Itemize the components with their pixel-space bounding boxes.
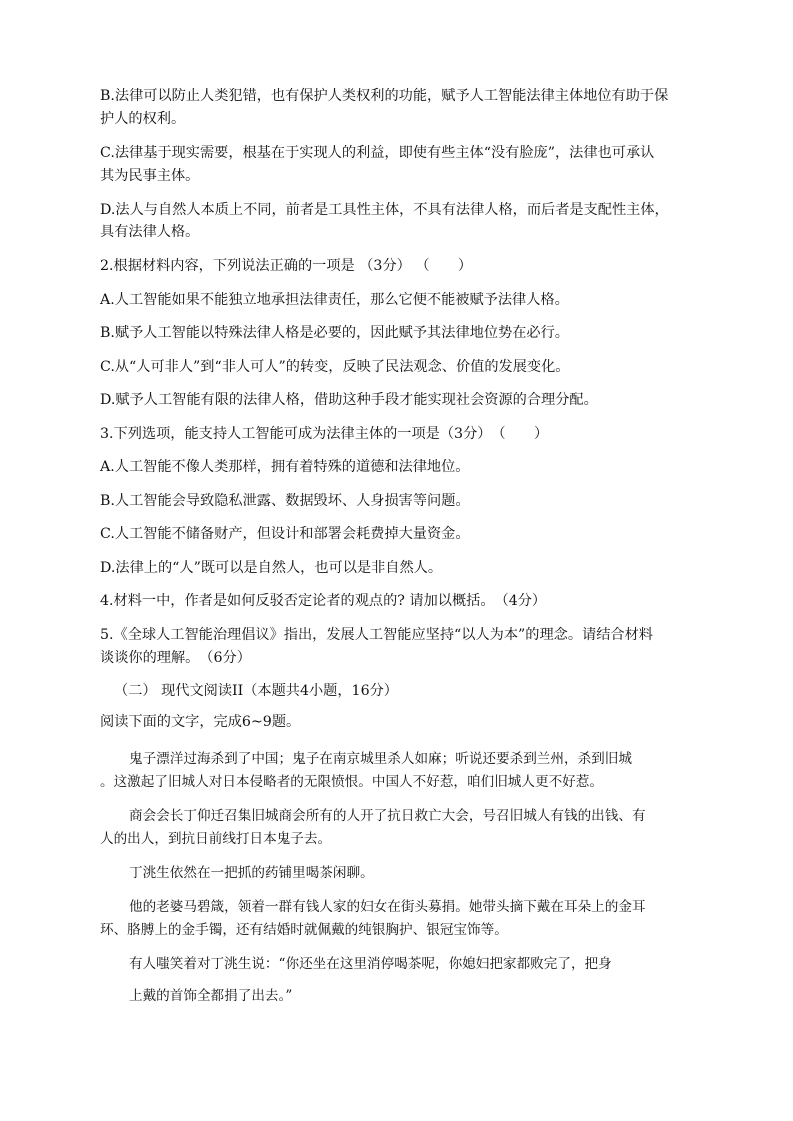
q2-option-a: A.人工智能如果不能独立地承担法律责任，那么它便不能被赋予法律人格。	[100, 292, 569, 308]
question-5-line-2: 谈谈你的理解。 （6分）	[100, 650, 251, 666]
q3-option-c: C.人工智能不储备财产，但设计和部署会耗费掉大量资金。	[100, 526, 470, 542]
option-d-line-1: D.法人与自然人本质上不同，前者是工具性主体，不具有法律人格，而后者是支配性主体，	[100, 202, 669, 218]
question-5-line-1: 5.《全球人工智能治理倡议》指出，发展人工智能应坚持“以人为本”的理念。请结合材料	[100, 627, 653, 643]
passage-paragraph-4-line-2: 环、胳膊上的金手镯，还有结婚时就佩戴的纯银胸护、银冠宝饰等。	[100, 922, 508, 938]
passage-paragraph-1-line-2: 。这激起了旧城人对日本侵略者的无限愤恨。中国人不好惹，咱们旧城人更不好惹。	[100, 774, 603, 790]
question-3: 3.下列选项，能支持人工智能可成为法律主体的一项是（3分） （ ）	[100, 426, 549, 442]
passage-paragraph-2-line-1: 商会会长丁仰迁召集旧城商会所有的人开了抗日救亡大会，号召旧城人有钱的出钱、有	[129, 808, 646, 824]
q2-option-d: D.赋予人工智能有限的法律人格，借助这种手段才能实现社会资源的合理分配。	[100, 392, 598, 408]
option-c-line-1: C.法律基于现实需要，根基在于实现人的利益，即使有些主体“没有脸庞”，法律也可承认	[100, 145, 655, 161]
question-4: 4.材料一中，作者是如何反驳否定论者的观点的? 请加以概括。 （4分）	[100, 593, 547, 609]
q2-option-c: C.从“人可非人”到“非人可人”的转变，反映了民法观念、价值的发展变化。	[100, 359, 570, 375]
option-b-line-1: B.法律可以防止人类犯错，也有保护人类权利的功能，赋予人工智能法律主体地位有助于保	[100, 88, 669, 104]
passage-paragraph-4-line-1: 他的老婆马碧箴，领着一群有钱人家的妇女在街头募捐。她带头摘下戴在耳朵上的金耳	[129, 899, 646, 915]
passage-paragraph-3: 丁洮生依然在一把抓的药铺里喝茶闲聊。	[129, 865, 374, 881]
section-heading: （二） 现代文阅读II（本题共4小题，16分）	[114, 683, 398, 699]
q3-option-b: B.人工智能会导致隐私泄露、数据毁坏、人身损害等问题。	[100, 493, 470, 509]
passage-paragraph-5-line-1: 有人嗤笑着对丁洮生说：“你还坐在这里消停喝茶呢，你媳妇把家都败完了，把身	[129, 956, 612, 972]
reading-instruction: 阅读下面的文字，完成6~9题。	[100, 714, 301, 730]
passage-paragraph-5-line-2: 上戴的首饰全都捐了出去。”	[129, 988, 293, 1004]
q3-option-d: D.法律上的“人”既可以是自然人，也可以是非自然人。	[100, 560, 443, 576]
option-d-line-2: 具有法律人格。	[100, 224, 200, 240]
q3-option-a: A.人工智能不像人类那样，拥有着特殊的道德和法律地位。	[100, 459, 470, 475]
option-b-line-2: 护人的权利。	[100, 111, 186, 127]
q2-option-b: B.赋予人工智能以特殊法律人格是必要的，因此赋予其法律地位势在必行。	[100, 325, 569, 341]
option-c-line-2: 其为民事主体。	[100, 168, 200, 184]
passage-paragraph-2-line-2: 人的出人，到抗日前线打日本鬼子去。	[100, 831, 332, 847]
passage-paragraph-1-line-1: 鬼子漂洋过海杀到了中国；鬼子在南京城里杀人如麻；听说还要杀到兰州，杀到旧城	[129, 751, 632, 767]
question-2: 2.根据材料内容，下列说法正确的一项是 （3分） （ ）	[100, 258, 473, 274]
